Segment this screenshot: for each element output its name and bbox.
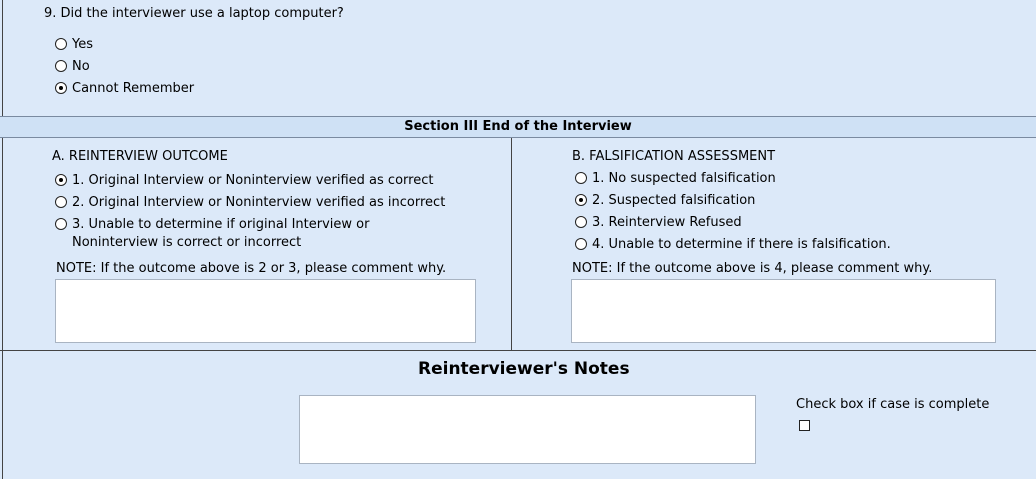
complete-checkbox[interactable] [799,420,810,431]
outcome-label-3: 3. Unable to determine if original Interview or [72,217,370,232]
falsification-radio-2[interactable] [575,194,587,206]
left-border-section [2,138,3,351]
falsification-note: NOTE: If the outcome above is 4, please comment why. [572,261,933,276]
falsification-label-1: 1. No suspected falsification [592,171,776,186]
left-border [2,0,3,116]
radio-no-label: No [72,59,90,74]
outcome-note: NOTE: If the outcome above is 2 or 3, please comment why. [56,261,447,276]
falsification-label-4: 4. Unable to determine if there is falsification. [592,237,891,252]
falsification-heading: B. FALSIFICATION ASSESSMENT [572,149,776,164]
radio-yes-label: Yes [72,37,93,52]
notes-field[interactable] [299,395,756,464]
radio-cannot-remember[interactable] [55,82,67,94]
column-divider [511,138,512,351]
falsification-radio-1[interactable] [575,172,587,184]
section-title: Section III End of the Interview [404,119,632,134]
falsification-comment-field[interactable] [571,279,996,343]
question-9-text: 9. Did the interviewer use a laptop computer? [44,6,344,21]
outcome-label-3-line2: Noninterview is correct or incorrect [72,235,302,250]
notes-title: Reinterviewer's Notes [418,359,630,379]
outcome-label-1: 1. Original Interview or Noninterview verified as correct [72,173,434,188]
outcome-comment-field[interactable] [55,279,476,343]
outcome-radio-1[interactable] [55,174,67,186]
radio-cannot-remember-label: Cannot Remember [72,81,195,96]
complete-label: Check box if case is complete [796,397,990,412]
outcome-heading: A. REINTERVIEW OUTCOME [52,149,228,164]
outcome-label-2: 2. Original Interview or Noninterview verified as incorrect [72,195,446,210]
falsification-label-2: 2. Suspected falsification [592,193,756,208]
radio-yes[interactable] [55,38,67,50]
falsification-label-3: 3. Reinterview Refused [592,215,742,230]
section-bottom-line [0,350,1036,351]
falsification-radio-3[interactable] [575,216,587,228]
left-border-notes [2,351,3,479]
outcome-radio-2[interactable] [55,196,67,208]
section-header [0,116,1036,138]
falsification-radio-4[interactable] [575,238,587,250]
outcome-radio-3[interactable] [55,218,67,230]
radio-no[interactable] [55,60,67,72]
